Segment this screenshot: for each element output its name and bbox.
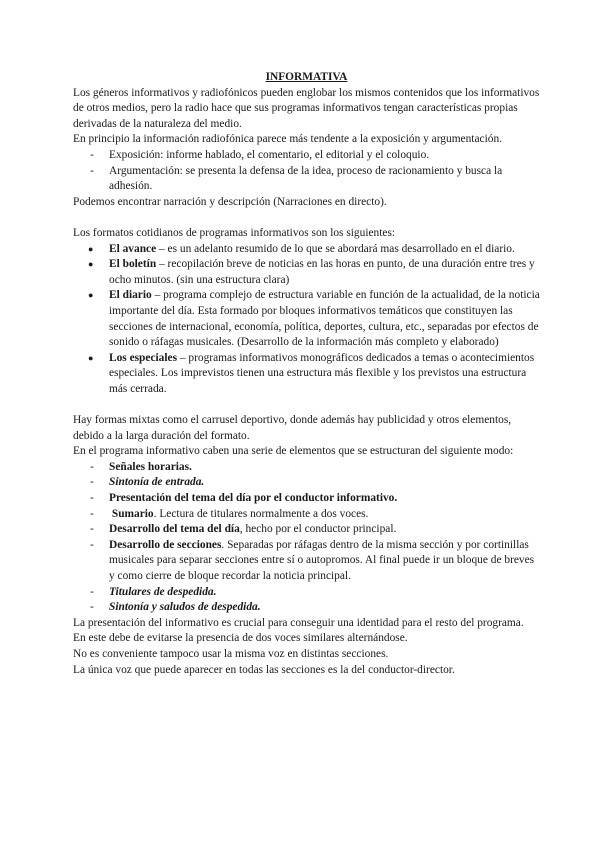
program-elements-list: [73, 460, 540, 616]
element-desc: . Separadas por ráfagas dentro de la misma sección y por cortinillas musicales para separar secciones entre sí o autopromos. Al final puede ir un bloque de breves y como cierre de bloque recordar la noticia principal.: [109, 538, 535, 582]
spacer: [73, 210, 540, 226]
dash-item-argumentacion: - Argumentación: se presenta la defensa de la idea, proceso de racionamiento y busca la adhesión.: [73, 164, 540, 195]
element-desarrollo-secciones: [73, 538, 540, 585]
element-sintonia-entrada: [73, 475, 540, 491]
format-item-especiales: [73, 351, 540, 398]
format-term: El diario: [109, 289, 152, 302]
format-desc: – programa complejo de estructura variable en función de la actualidad, de la noticia importante del día. Esta formado por bloques informativos temáticos que constituyen las secciones de internacional, economía, política, deportes, cultura, etc., separadas por efectos de sonido o ráfagas musicales. (Desarrollo de la información más completo y elaborado): [109, 289, 540, 349]
format-item-boletin: [73, 257, 540, 288]
element-term: Señales horarias.: [109, 460, 192, 473]
element-desc: . Lectura de titulares normalmente a dos voces.: [153, 507, 369, 520]
closing-paragraph-3: No es conveniente tampoco usar la misma voz en distintas secciones.: [73, 647, 389, 660]
format-item-diario: [73, 288, 540, 350]
intro-paragraph-2: En principio la información radiofónica parece más tendente a la exposición y argumentación.: [73, 133, 502, 146]
format-desc: – recopilación breve de noticias en las horas en punto, de una duración entre tres y ocho minutos. (sin una estructura clara): [109, 258, 535, 286]
element-term: Desarrollo del tema del día: [109, 523, 240, 536]
intro-dash-list: [73, 148, 540, 195]
mixed-paragraph-2: En el programa informativo caben una serie de elementos que se estructuran del siguiente modo:: [73, 445, 514, 458]
closing-paragraph-1: La presentación del informativo es crucial para conseguir una identidad para el resto del programa.: [73, 616, 524, 629]
format-term: Los especiales: [109, 351, 178, 364]
intro-paragraph-1: Los géneros informativos y radiofónicos pueden englobar los mismos contenidos que los informativos de otros medios, pero la radio hace que sus programas informativos tengan características propias derivadas de la naturaleza del medio.: [73, 86, 540, 130]
closing-paragraph-4: La única voz que puede aparecer en todas las secciones es la del conductor-director.: [73, 663, 455, 676]
format-term: El avance: [109, 242, 157, 255]
format-item-avance: [73, 242, 540, 258]
element-sintonia-despedida: [73, 600, 540, 616]
closing-paragraph-2: En este debe de evitarse la presencia de dos voces similares alternándose.: [73, 632, 408, 645]
element-senales: [73, 460, 540, 476]
format-desc: – programas informativos monográficos dedicados a temas o acontecimientos especiales. Los imprevistos tienen una estructura más flexible y los previstos una estructura más cerrada.: [109, 351, 535, 395]
element-titulares-despedida: [73, 585, 540, 601]
element-term: Sintonía de entrada.: [109, 476, 205, 489]
element-term: Desarrollo de secciones: [109, 538, 222, 551]
mixed-paragraph-1: Hay formas mixtas como el carrusel deportivo, donde además hay publicidad y otros elementos, debido a la larga duración del formato.: [73, 414, 512, 442]
element-sumario: [73, 507, 540, 523]
element-term: Sumario: [111, 507, 154, 520]
element-term: Titulares de despedida.: [109, 585, 217, 598]
format-term: El boletín: [109, 258, 157, 271]
element-desarrollo-tema: [73, 522, 540, 538]
spacer: [73, 397, 540, 413]
element-term: Presentación del tema del día por el conductor informativo.: [109, 492, 398, 505]
formats-lead: Los formatos cotidianos de programas informativos son los siguientes:: [73, 226, 396, 239]
formats-bullet-list: [73, 242, 540, 398]
dash-item-exposicion: - Exposición: informe hablado, el comentario, el editorial y el coloquio.: [73, 148, 540, 164]
element-desc: , hecho por el conductor principal.: [239, 523, 397, 536]
format-desc: – es un adelanto resumido de lo que se abordará mas desarrollado en el diario.: [156, 242, 515, 255]
element-term: Sintonía y saludos de despedida.: [109, 601, 261, 614]
element-presentacion: [73, 491, 540, 507]
page-title: INFORMATIVA: [265, 71, 348, 83]
intro-paragraph-3: Podemos encontrar narración y descripción (Narraciones en directo).: [73, 195, 387, 208]
